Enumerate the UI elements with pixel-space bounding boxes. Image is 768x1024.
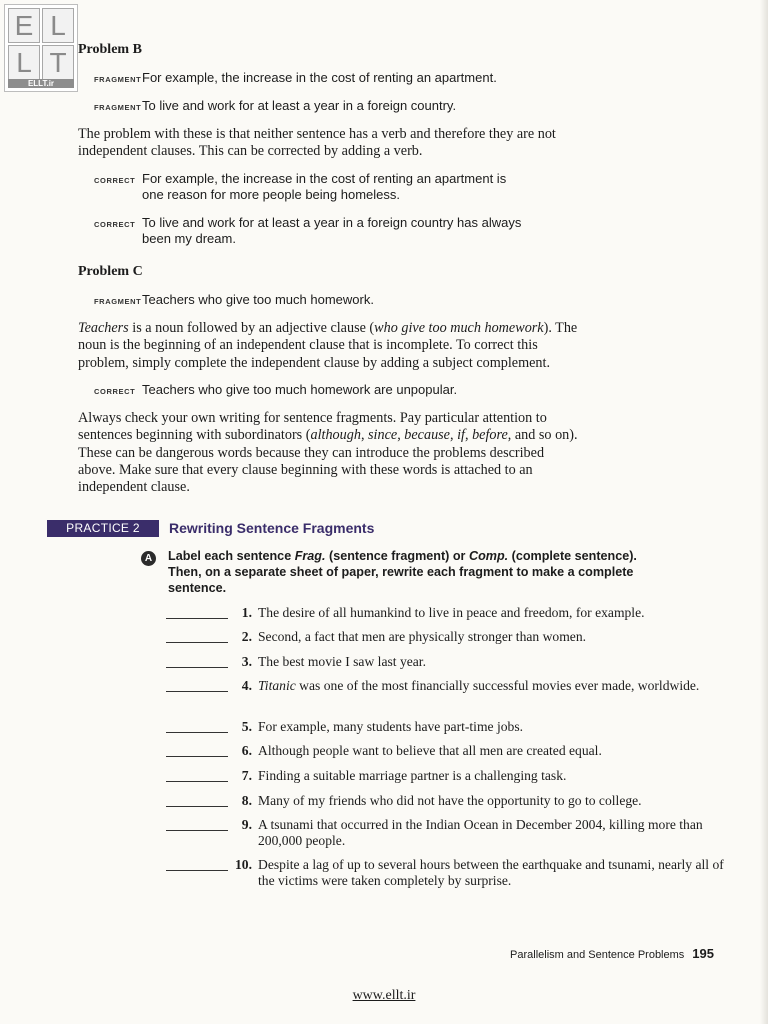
fragment-text: To live and work for at least a year in a foreign country. [142, 98, 457, 113]
text-run: ). The [543, 320, 578, 336]
paragraph-line: independent clauses. This can be corrected by adding a verb. [78, 143, 423, 160]
answer-blank[interactable] [166, 721, 228, 733]
footer-chapter-title: Parallelism and Sentence Problems [510, 949, 685, 961]
paragraph-line: problem, simply complete the independent clause by adding a subject complement. [78, 354, 550, 371]
item-number: 8. [241, 793, 252, 808]
paragraph-line: Always check your own writing for sentence fragments. Pay particular attention to [78, 410, 547, 426]
text-run: , and so on). [507, 427, 578, 444]
item-text: Many of my friends who did not have the opportunity to go to college. [258, 793, 642, 808]
paragraph-line: These can be dangerous words because they can introduce the problems described [78, 444, 545, 461]
correct-example-2 [94, 215, 521, 247]
italic-term: Comp. [468, 549, 509, 563]
logo-letter: E [8, 8, 40, 43]
italic-term: since [368, 427, 398, 444]
page-number: 195 [692, 946, 714, 961]
item-text [258, 678, 726, 694]
exercise-item [166, 629, 726, 645]
correct-text [142, 215, 521, 247]
answer-blank[interactable] [166, 680, 228, 692]
website-link[interactable] [0, 988, 768, 1004]
text-run: was one of the most financially successful movies ever made, worldwide. [295, 678, 700, 693]
answer-blank[interactable] [166, 859, 228, 871]
italic-term: although [310, 427, 361, 444]
ellt-logo [4, 4, 78, 92]
item-number: 9. [241, 817, 252, 832]
exercise-item [166, 768, 726, 784]
item-text: Second, a fact that men are physically stronger than women. [258, 629, 587, 644]
answer-blank[interactable] [166, 795, 228, 807]
fragment-label: FRAGMENT [94, 103, 142, 112]
paragraph-line: noun is the beginning of an independent clause that is incomplete. To correct this [78, 337, 538, 354]
fragment-label: FRAGMENT [94, 297, 142, 306]
text-run: , [464, 427, 473, 444]
exercise-item [166, 817, 726, 849]
text-line: one reason for more people being homeless. [142, 187, 400, 202]
item-text: For example, many students have part-time jobs. [258, 719, 524, 734]
text-run: (complete sentence). [508, 549, 637, 563]
item-text: The best movie I saw last year. [258, 654, 426, 669]
logo-letter: L [42, 8, 74, 43]
instruction-line: Then, on a separate sheet of paper, rewrite each fragment to make a complete [168, 565, 634, 579]
item-number: 5. [241, 719, 252, 734]
text-run: is a noun followed by an adjective clause ( [128, 320, 375, 336]
italic-term: before [472, 427, 508, 444]
text-line: been my dream. [142, 231, 236, 246]
exercise-item [166, 654, 726, 670]
item-text: Although people want to believe that all men are created equal. [258, 743, 602, 758]
paragraph-line: independent clause. [78, 479, 190, 496]
exercise-item [166, 743, 726, 759]
fragment-label: FRAGMENT [94, 75, 142, 84]
fragment-example-3 [94, 292, 374, 308]
paragraph-line [78, 320, 623, 337]
problem-b-explanation [78, 126, 623, 161]
item-text: A tsunami that occurred in the Indian Ocean in December 2004, killing more than 200,000 people. [258, 817, 703, 848]
italic-title: Titanic [258, 678, 296, 693]
correct-label: CORRECT [94, 387, 136, 396]
exercise-item [166, 857, 726, 889]
exercise-item [166, 719, 726, 735]
text-run: , [449, 427, 458, 444]
answer-blank[interactable] [166, 656, 228, 668]
answer-blank[interactable] [166, 770, 228, 782]
practice-label: PRACTICE 2 [47, 520, 159, 537]
correct-text: Teachers who give too much homework are unpopular. [142, 382, 458, 397]
practice-title: Rewriting Sentence Fragments [169, 520, 375, 536]
answer-blank[interactable] [166, 631, 228, 643]
text-run: , [397, 427, 405, 444]
logo-caption: ELLT.ir [8, 79, 74, 88]
text-run: sentences beginning with subordinators ( [78, 427, 311, 444]
item-number: 10. [235, 857, 252, 872]
answer-blank[interactable] [166, 607, 228, 619]
paragraph-line [78, 427, 623, 444]
item-text: Despite a lag of up to several hours between the earthquake and tsunami, nearly all of the victims were taken completely by surprise. [258, 857, 724, 888]
fragment-text: Teachers who give too much homework. [142, 292, 374, 307]
logo-letter: L [8, 45, 40, 80]
logo-letter: T [42, 45, 74, 80]
problem-b-heading: Problem B [78, 42, 142, 57]
correct-example-3 [94, 382, 457, 398]
paragraph-line: The problem with these is that neither sentence has a verb and therefore they are not [78, 126, 556, 142]
text-run: Label each sentence [168, 549, 295, 563]
item-text: The desire of all humankind to live in peace and freedom, for example. [258, 605, 645, 620]
italic-term: if [457, 427, 465, 444]
item-number: 1. [241, 605, 252, 620]
correct-label: CORRECT [94, 176, 136, 185]
exercise-item [166, 605, 726, 621]
item-text: Finding a suitable marriage partner is a challenging task. [258, 768, 567, 783]
text-line: To live and work for at least a year in a foreign country has always [142, 215, 522, 230]
item-number: 2. [241, 629, 252, 644]
fragment-example-1 [94, 70, 497, 86]
advice-paragraph [78, 410, 623, 496]
page-edge-shadow [760, 0, 768, 1024]
italic-term: Teachers [78, 320, 129, 336]
correct-text [142, 171, 506, 203]
page-footer [510, 946, 714, 961]
paragraph-line: above. Make sure that every clause beginning with these words is attached to an [78, 461, 533, 478]
instruction-line: sentence. [168, 581, 227, 595]
instruction-line [168, 548, 688, 564]
section-a-badge: A [141, 551, 156, 566]
problem-c-heading: Problem C [78, 264, 143, 279]
text-line: For example, the increase in the cost of renting an apartment is [142, 171, 507, 186]
italic-term: who give too much homework [374, 320, 544, 336]
italic-term: Frag. [294, 549, 326, 563]
answer-blank[interactable] [166, 819, 228, 831]
practice-instructions [168, 548, 688, 596]
website-text: www.ellt.ir [352, 988, 416, 1003]
item-number: 3. [241, 654, 252, 669]
fragment-example-2 [94, 98, 456, 114]
exercise-item [166, 678, 726, 694]
text-run: , [360, 427, 369, 444]
item-number: 4. [241, 678, 252, 693]
fragment-text: For example, the increase in the cost of renting an apartment. [142, 70, 497, 85]
correct-label: CORRECT [94, 220, 136, 229]
exercise-item [166, 793, 726, 809]
correct-example-1 [94, 171, 506, 203]
text-run: (sentence fragment) or [325, 549, 469, 563]
problem-c-explanation [78, 320, 623, 372]
item-number: 6. [241, 743, 252, 758]
italic-term: because [404, 427, 450, 444]
item-number: 7. [241, 768, 252, 783]
answer-blank[interactable] [166, 745, 228, 757]
